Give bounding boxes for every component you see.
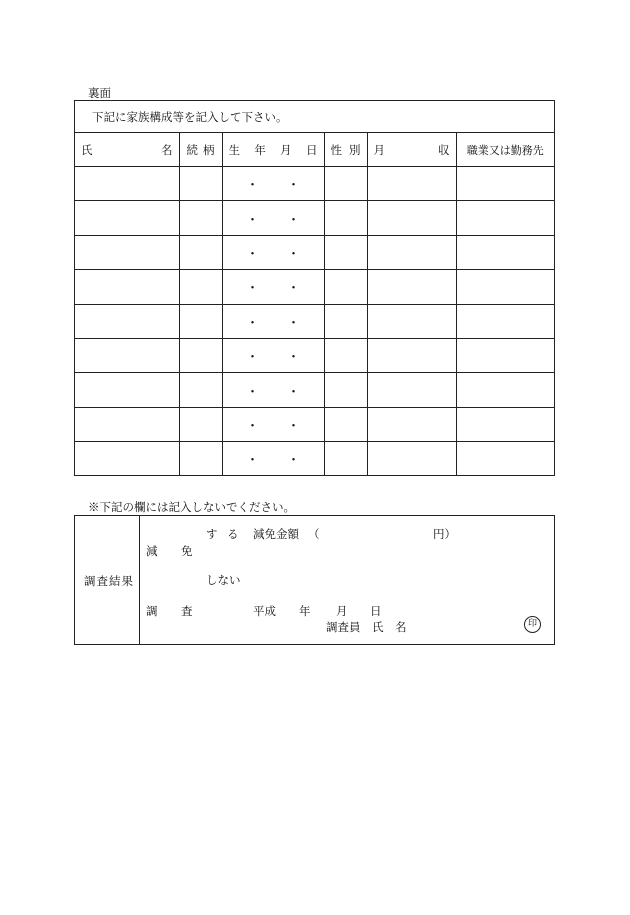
date-dot: ・: [245, 350, 259, 366]
header-income: 月 収: [367, 133, 456, 167]
date-separators: [223, 449, 324, 468]
survey-title: 調査結果: [84, 574, 134, 588]
reduction-amount-label: 減免金額: [253, 527, 299, 541]
date-dot: ・: [287, 281, 301, 297]
relation-cell[interactable]: [179, 235, 222, 269]
relation-cell[interactable]: [179, 373, 222, 407]
income-cell[interactable]: [367, 201, 456, 235]
date-separators: [223, 243, 324, 262]
date-dot: ・: [287, 315, 301, 331]
reduction-no: しない: [206, 573, 241, 587]
date-dot: ・: [245, 246, 259, 262]
birthdate-cell[interactable]: [222, 304, 324, 338]
income-cell[interactable]: [367, 304, 456, 338]
amount-paren-open: （: [308, 527, 320, 541]
date-dot: ・: [245, 281, 259, 297]
date-dot: ・: [287, 453, 301, 469]
date-separators: [223, 312, 324, 331]
sex-cell[interactable]: [324, 270, 367, 304]
sex-cell[interactable]: [324, 338, 367, 372]
occupation-cell[interactable]: [456, 442, 554, 476]
name-cell[interactable]: [75, 373, 179, 407]
table-row: [75, 304, 554, 338]
birthdate-cell[interactable]: [222, 407, 324, 441]
date-year: 年: [299, 604, 311, 618]
relation-cell[interactable]: [179, 442, 222, 476]
date-separators: [223, 277, 324, 296]
income-cell[interactable]: [367, 338, 456, 372]
date-dot: ・: [245, 315, 259, 331]
date-dot: ・: [245, 212, 259, 228]
sex-cell[interactable]: [324, 201, 367, 235]
header-birthdate: 生 年 月 日: [222, 133, 324, 167]
name-cell[interactable]: [75, 304, 179, 338]
amount-yen: 円）: [433, 527, 456, 541]
relation-cell[interactable]: [179, 201, 222, 235]
occupation-cell[interactable]: [456, 407, 554, 441]
survey-label-1: 調: [146, 604, 158, 618]
table-row: [75, 442, 554, 476]
sex-cell[interactable]: [324, 304, 367, 338]
header-occupation: 職業又は勤務先: [456, 133, 554, 167]
name-cell[interactable]: [75, 235, 179, 269]
date-dot: ・: [287, 384, 301, 400]
relation-cell[interactable]: [179, 407, 222, 441]
date-era: 平成: [253, 604, 276, 618]
table-row: [75, 167, 554, 201]
table-row: [75, 201, 554, 235]
income-cell[interactable]: [367, 270, 456, 304]
income-cell[interactable]: [367, 442, 456, 476]
name-cell[interactable]: [75, 167, 179, 201]
occupation-cell[interactable]: [456, 304, 554, 338]
sex-cell[interactable]: [324, 167, 367, 201]
table-row: [75, 235, 554, 269]
survey-label-2: 査: [181, 604, 193, 618]
income-cell[interactable]: [367, 235, 456, 269]
family-composition-table: [74, 100, 555, 476]
name-cell[interactable]: [75, 338, 179, 372]
family-grid: [75, 133, 554, 476]
office-use-note: ※下記の欄には記入しないでください。: [88, 500, 295, 514]
table-row: [75, 338, 554, 372]
investigator-name-1: 氏: [372, 620, 384, 634]
date-separators: [223, 415, 324, 434]
name-cell[interactable]: [75, 270, 179, 304]
name-cell[interactable]: [75, 407, 179, 441]
occupation-cell[interactable]: [456, 201, 554, 235]
table-row: [75, 373, 554, 407]
survey-result-box: [74, 515, 555, 645]
occupation-cell[interactable]: [456, 167, 554, 201]
header-sex: 性 別: [324, 133, 367, 167]
relation-cell[interactable]: [179, 338, 222, 372]
birthdate-cell[interactable]: [222, 201, 324, 235]
birthdate-cell[interactable]: [222, 235, 324, 269]
income-cell[interactable]: [367, 407, 456, 441]
date-dot: ・: [287, 178, 301, 194]
birthdate-cell[interactable]: [222, 442, 324, 476]
income-cell[interactable]: [367, 167, 456, 201]
name-cell[interactable]: [75, 442, 179, 476]
page-side-label: 裏面: [88, 86, 111, 100]
occupation-cell[interactable]: [456, 270, 554, 304]
date-separators: [223, 209, 324, 228]
investigator-label: 調査員: [326, 620, 361, 634]
investigator-name-2: 名: [395, 620, 407, 634]
relation-cell[interactable]: [179, 270, 222, 304]
sex-cell[interactable]: [324, 235, 367, 269]
sex-cell[interactable]: [324, 442, 367, 476]
table-row: [75, 407, 554, 441]
date-dot: ・: [287, 350, 301, 366]
income-cell[interactable]: [367, 373, 456, 407]
date-separators: [223, 346, 324, 365]
header-relation: 続 柄: [179, 133, 222, 167]
birthdate-cell[interactable]: [222, 270, 324, 304]
header-row: [75, 133, 554, 167]
sex-cell[interactable]: [324, 407, 367, 441]
reduction-label-2: 免: [181, 544, 193, 558]
date-dot: ・: [245, 418, 259, 434]
survey-title-cell: [75, 516, 140, 644]
occupation-cell[interactable]: [456, 338, 554, 372]
date-dot: ・: [287, 246, 301, 262]
seal-icon: 印: [524, 616, 541, 633]
date-dot: ・: [245, 384, 259, 400]
header-name: 氏 名: [75, 133, 179, 167]
date-dot: ・: [245, 178, 259, 194]
table-caption: 下記に家族構成等を記入して下さい。: [75, 101, 554, 133]
birthdate-cell[interactable]: [222, 373, 324, 407]
relation-cell[interactable]: [179, 167, 222, 201]
date-separators: [223, 174, 324, 193]
date-dot: ・: [287, 212, 301, 228]
date-separators: [223, 381, 324, 400]
occupation-cell[interactable]: [456, 235, 554, 269]
date-dot: ・: [245, 453, 259, 469]
sex-cell[interactable]: [324, 373, 367, 407]
relation-cell[interactable]: [179, 304, 222, 338]
reduction-yes-2: る: [227, 527, 239, 541]
date-month: 月: [336, 604, 348, 618]
name-cell[interactable]: [75, 201, 179, 235]
reduction-label-1: 減: [146, 544, 158, 558]
birthdate-cell[interactable]: [222, 338, 324, 372]
birthdate-cell[interactable]: [222, 167, 324, 201]
date-day: 日: [370, 604, 382, 618]
occupation-cell[interactable]: [456, 373, 554, 407]
reduction-yes-1: す: [206, 527, 218, 541]
table-row: [75, 270, 554, 304]
date-dot: ・: [287, 418, 301, 434]
